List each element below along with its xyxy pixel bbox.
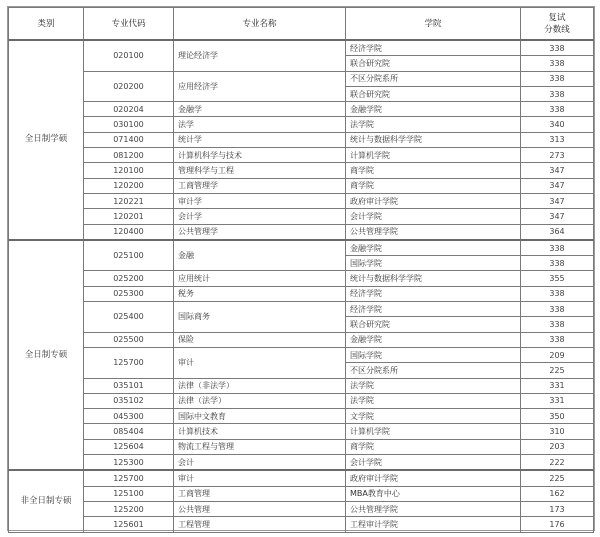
- score-cell: 347: [521, 163, 594, 178]
- school-cell: 会计学院: [346, 209, 521, 224]
- score-cell: 355: [521, 271, 594, 286]
- table-row: [9, 455, 594, 471]
- major-name-cell: 工商管理: [174, 486, 346, 501]
- school-cell: 联合研究院: [346, 86, 521, 101]
- score-table: [8, 7, 594, 533]
- score-cell: 331: [521, 393, 594, 408]
- category-cell: 非全日制专硕: [9, 470, 84, 532]
- major-name-cell: 金融: [174, 240, 346, 271]
- major-name-cell: 理论经济学: [174, 40, 346, 71]
- major-code-cell: 120400: [84, 224, 174, 240]
- table-row: [9, 148, 594, 163]
- score-cell: 364: [521, 224, 594, 240]
- major-name-cell: 物流工程与管理: [174, 439, 346, 454]
- major-code-cell: 085404: [84, 424, 174, 439]
- score-cell: 203: [521, 439, 594, 454]
- category-group: [9, 240, 594, 470]
- major-name-cell: 管理科学与工程: [174, 163, 346, 178]
- table-row: [9, 347, 594, 362]
- major-name-cell: 金融学: [174, 102, 346, 117]
- major-code-cell: 035101: [84, 378, 174, 393]
- major-code-cell: 025300: [84, 286, 174, 301]
- header-score-line1: 复试: [548, 12, 566, 23]
- major-name-cell: 工程管理: [174, 517, 346, 532]
- table-row: [9, 117, 594, 132]
- major-code-cell: 125300: [84, 455, 174, 471]
- school-cell: 法学院: [346, 117, 521, 132]
- school-cell: 工程审计学院: [346, 517, 521, 532]
- table-row: [9, 163, 594, 178]
- school-cell: 政府审计学院: [346, 470, 521, 486]
- school-cell: 计算机学院: [346, 148, 521, 163]
- major-name-cell: 应用经济学: [174, 71, 346, 102]
- major-name-cell: 税务: [174, 286, 346, 301]
- school-cell: 金融学院: [346, 102, 521, 117]
- major-name-cell: 统计学: [174, 132, 346, 147]
- major-code-cell: 125601: [84, 517, 174, 532]
- score-cell: 162: [521, 486, 594, 501]
- table-row: [9, 393, 594, 408]
- table-row: [9, 501, 594, 516]
- major-name-cell: 审计: [174, 470, 346, 486]
- table-row: [9, 209, 594, 224]
- category-cell: 全日制学硕: [9, 40, 84, 240]
- score-cell: 338: [521, 240, 594, 256]
- header-code: 专业代码: [84, 8, 174, 41]
- score-cell: 338: [521, 317, 594, 332]
- major-code-cell: 071400: [84, 132, 174, 147]
- major-code-cell: 125200: [84, 501, 174, 516]
- score-cell: 338: [521, 256, 594, 271]
- school-cell: 经济学院: [346, 302, 521, 317]
- score-cell: 225: [521, 470, 594, 486]
- major-code-cell: 020200: [84, 71, 174, 102]
- major-name-cell: 公共管理: [174, 501, 346, 516]
- major-code-cell: 030100: [84, 117, 174, 132]
- school-cell: 公共管理学院: [346, 501, 521, 516]
- table-row: [9, 178, 594, 193]
- major-name-cell: 会计学: [174, 209, 346, 224]
- score-cell: 209: [521, 347, 594, 362]
- table-row: [9, 40, 594, 56]
- table-row: [9, 102, 594, 117]
- table-row: [9, 240, 594, 256]
- school-cell: 公共管理学院: [346, 224, 521, 240]
- major-code-cell: 045300: [84, 409, 174, 424]
- school-cell: 文学院: [346, 409, 521, 424]
- major-code-cell: 020204: [84, 102, 174, 117]
- score-cell: 173: [521, 501, 594, 516]
- school-cell: 经济学院: [346, 286, 521, 301]
- school-cell: 统计与数据科学学院: [346, 132, 521, 147]
- category-cell: 全日制专硕: [9, 240, 84, 470]
- major-code-cell: 125100: [84, 486, 174, 501]
- score-cell: 338: [521, 56, 594, 71]
- school-cell: 法学院: [346, 393, 521, 408]
- header-score: [521, 8, 594, 41]
- category-group: [9, 40, 594, 240]
- score-cell: 338: [521, 332, 594, 347]
- school-cell: 商学院: [346, 439, 521, 454]
- major-code-cell: 025200: [84, 271, 174, 286]
- category-group: [9, 470, 594, 532]
- major-name-cell: 国际中文教育: [174, 409, 346, 424]
- table-row: [9, 424, 594, 439]
- table-row: [9, 302, 594, 317]
- major-code-cell: 120201: [84, 209, 174, 224]
- major-code-cell: 025400: [84, 302, 174, 333]
- school-cell: 计算机学院: [346, 424, 521, 439]
- table-row: [9, 193, 594, 208]
- major-name-cell: 会计: [174, 455, 346, 471]
- score-cell: 338: [521, 286, 594, 301]
- major-name-cell: 应用统计: [174, 271, 346, 286]
- school-cell: 国际学院: [346, 347, 521, 362]
- school-cell: 商学院: [346, 178, 521, 193]
- score-cell: 338: [521, 102, 594, 117]
- score-cell: 310: [521, 424, 594, 439]
- score-cell: 338: [521, 40, 594, 56]
- header-score-line2: 分数线: [544, 24, 570, 35]
- table-row: [9, 271, 594, 286]
- header-row: [9, 8, 594, 41]
- score-cell: 347: [521, 209, 594, 224]
- major-name-cell: 法律（非法学）: [174, 378, 346, 393]
- major-code-cell: 081200: [84, 148, 174, 163]
- table-row: [9, 286, 594, 301]
- major-name-cell: 法律（法学）: [174, 393, 346, 408]
- score-cell: 313: [521, 132, 594, 147]
- school-cell: MBA教育中心: [346, 486, 521, 501]
- major-code-cell: 125700: [84, 347, 174, 378]
- table-row: [9, 224, 594, 240]
- score-cell: 273: [521, 148, 594, 163]
- major-name-cell: 工商管理学: [174, 178, 346, 193]
- score-cell: 331: [521, 378, 594, 393]
- table-row: [9, 378, 594, 393]
- major-name-cell: 法学: [174, 117, 346, 132]
- school-cell: 不区分院系所: [346, 71, 521, 86]
- score-cell: 350: [521, 409, 594, 424]
- major-code-cell: 120200: [84, 178, 174, 193]
- major-code-cell: 125700: [84, 470, 174, 486]
- major-name-cell: 审计学: [174, 193, 346, 208]
- table-row: [9, 71, 594, 86]
- score-cell: 347: [521, 178, 594, 193]
- school-cell: 法学院: [346, 378, 521, 393]
- major-name-cell: 保险: [174, 332, 346, 347]
- school-cell: 统计与数据科学学院: [346, 271, 521, 286]
- major-code-cell: 125604: [84, 439, 174, 454]
- score-cell: 340: [521, 117, 594, 132]
- school-cell: 金融学院: [346, 240, 521, 256]
- school-cell: 金融学院: [346, 332, 521, 347]
- table-row: [9, 486, 594, 501]
- major-code-cell: 120221: [84, 193, 174, 208]
- school-cell: 不区分院系所: [346, 363, 521, 378]
- school-cell: 会计学院: [346, 455, 521, 471]
- table-row: [9, 439, 594, 454]
- table-row: [9, 517, 594, 532]
- table-row: [9, 132, 594, 147]
- score-cell: 222: [521, 455, 594, 471]
- school-cell: 联合研究院: [346, 317, 521, 332]
- school-cell: 国际学院: [346, 256, 521, 271]
- school-cell: 经济学院: [346, 40, 521, 56]
- score-cell: 225: [521, 363, 594, 378]
- school-cell: 政府审计学院: [346, 193, 521, 208]
- score-cell: 338: [521, 71, 594, 86]
- major-name-cell: 审计: [174, 347, 346, 378]
- major-name-cell: 公共管理学: [174, 224, 346, 240]
- table-row: [9, 332, 594, 347]
- school-cell: 商学院: [346, 163, 521, 178]
- score-cell: 176: [521, 517, 594, 532]
- school-cell: 联合研究院: [346, 56, 521, 71]
- major-code-cell: 025500: [84, 332, 174, 347]
- major-name-cell: 计算机技术: [174, 424, 346, 439]
- score-cell: 347: [521, 193, 594, 208]
- major-code-cell: 020100: [84, 40, 174, 71]
- table-row: [9, 409, 594, 424]
- major-code-cell: 120100: [84, 163, 174, 178]
- major-code-cell: 035102: [84, 393, 174, 408]
- major-code-cell: 025100: [84, 240, 174, 271]
- header-category: 类别: [9, 8, 84, 41]
- header-school: 学院: [346, 8, 521, 41]
- score-cell: 338: [521, 302, 594, 317]
- major-name-cell: 国际商务: [174, 302, 346, 333]
- header-name: 专业名称: [174, 8, 346, 41]
- major-name-cell: 计算机科学与技术: [174, 148, 346, 163]
- score-cell: 338: [521, 86, 594, 101]
- table-row: [9, 470, 594, 486]
